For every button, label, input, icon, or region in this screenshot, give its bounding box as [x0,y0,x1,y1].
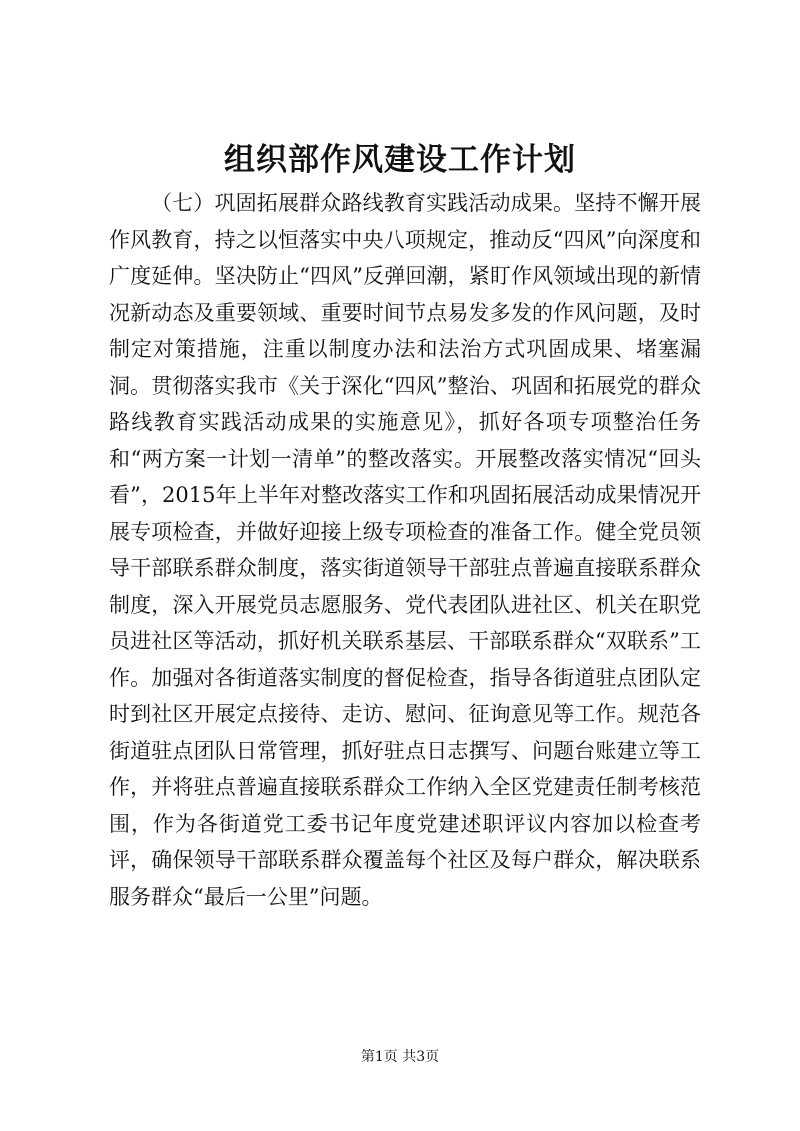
body-paragraph: （七）巩固拓展群众路线教育实践活动成果。坚持不懈开展作风教育，持之以恒落实中央八项规定，推动反“四风”向深度和广度延伸。坚决防止“四风”反弹回潮，紧盯作风领域出现的新情况新动态及重要领域、重要时间节点易发多发的作风问题，及时制定对策措施，注重以制度办法和法治方式巩固成果、堵塞漏洞。贯彻落实我市《关于深化“四风”整治、巩固和拓展党的群众路线教育实践活动成果的实施意见》，抓好各项专项整治任务和“两方案一计划一清单”的整改落实。开展整改落实情况“回头看”，2015年上半年对整改落实工作和巩固拓展活动成果情况开展专项检查，并做好迎接上级专项检查的准备工作。健全党员领导干部联系群众制度，落实街道领导干部驻点普遍直接联系群众制度，深入开展党员志愿服务、党代表团队进社区、机关在职党员进社区等活动，抓好机关联系基层、干部联系群众“双联系”工作。加强对各街道落实制度的督促检查，指导各街道驻点团队定时到社区开展定点接待、走访、慰问、征询意见等工作。规范各街道驻点团队日常管理，抓好驻点日志撰写、问题台账建立等工作，并将驻点普遍直接联系群众工作纳入全区党建责任制考核范围，作为各街道党工委书记年度党建述职评议内容加以检查考评，确保领导干部联系群众覆盖每个社区及每户群众，解决联系服务群众“最后一公里”问题。 [109,191,701,909]
document-title: 组织部作风建设工作计划 [224,142,576,178]
page-indicator: 第1页 共3页 [360,1049,440,1065]
